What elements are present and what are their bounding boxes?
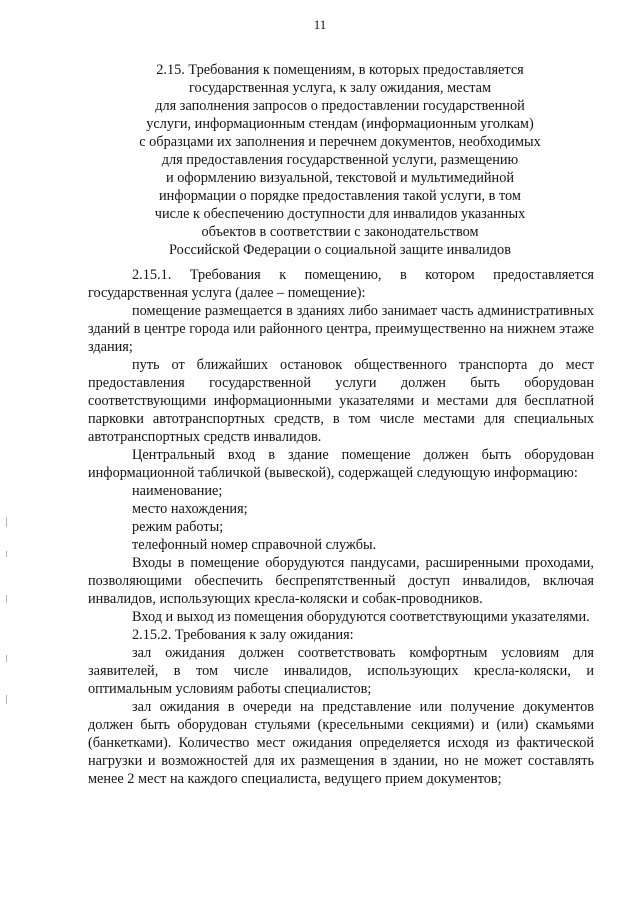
paragraph-premises-location: помещение размещается в зданиях либо занимает часть административных зданий в центре города или районного центра, преимущественно на нижнем этаже здания;: [88, 303, 594, 355]
heading-line: для предоставления государственной услуги, размещению: [161, 152, 519, 168]
subsection-2-15-2-heading: 2.15.2. Требования к залу ожидания:: [132, 627, 354, 643]
paragraph-transport-path: путь от ближайших остановок общественного транспорта до мест предоставления государственной услуги должен быть оборудован соответствующими информационными указателями и местами для бесплатной парковки автотранспортных средств, в том числе местами для специальных автотранспортных средств инвалидов.: [88, 357, 594, 445]
paragraph-central-entrance: Центральный вход в здание помещение должен быть оборудован информационной табличкой (вывеской), содержащей следующую информацию:: [88, 447, 594, 481]
heading-line: информации о порядке предоставления такой услуги, в том: [159, 188, 521, 204]
heading-line: числе к обеспечению доступности для инвалидов указанных: [154, 206, 526, 222]
paragraph-entrances-ramps: Входы в помещение оборудуются пандусами, расширенными проходами, позволяющими обеспечить беспрепятственный доступ инвалидов, включая инвалидов, использующих кресла-коляски и собак-проводников.: [88, 555, 594, 607]
heading-line: для заполнения запросов о предоставлении государственной: [155, 98, 525, 114]
scan-binding-marks: [6, 505, 8, 705]
heading-line: государственная услуга, к залу ожидания, местам: [188, 80, 492, 96]
page-number: 11: [313, 17, 327, 32]
list-item: режим работы;: [132, 519, 224, 535]
heading-line: объектов в соответствии с законодательством: [201, 224, 479, 240]
heading-line: 2.15. Требования к помещениям, в которых предоставляется: [156, 62, 524, 78]
list-item: наименование;: [132, 483, 223, 499]
heading-line: и оформлению визуальной, текстовой и мультимедийной: [165, 170, 515, 186]
heading-line: с образцами их заполнения и перечнем документов, необходимых: [139, 134, 541, 150]
list-item: место нахождения;: [132, 501, 248, 517]
section-heading: [80, 61, 600, 259]
list-item: телефонный номер справочной службы.: [132, 537, 377, 553]
document-body: [88, 266, 594, 788]
paragraph-waiting-room-comfort: зал ожидания должен соответствовать комфортным условиям для заявителей, в том числе инвалидов, использующих кресла-коляски, и оптимальным условиям работы специалистов;: [88, 645, 594, 697]
paragraph-entry-exit-signs: Вход и выход из помещения оборудуются соответствующими указателями.: [132, 609, 590, 625]
subsection-2-15-1-heading: 2.15.1. Требования к помещению, в котором предоставляется государственная услуга (далее – помещение):: [88, 267, 594, 301]
heading-line: Российской Федерации о социальной защите инвалидов: [169, 242, 511, 258]
heading-line: услуги, информационным стендам (информационным уголкам): [146, 116, 534, 132]
paragraph-waiting-room-seating: зал ожидания в очереди на представление или получение документов должен быть оборудован стульями (кресельными секциями) и (или) скамьями (банкетками). Количество мест ожидания определяется исходя из фактической нагрузки и возможностей для их размещения в здании, но не может составлять менее 2 мест на каждого специалиста, ведущего прием документов;: [88, 699, 594, 787]
